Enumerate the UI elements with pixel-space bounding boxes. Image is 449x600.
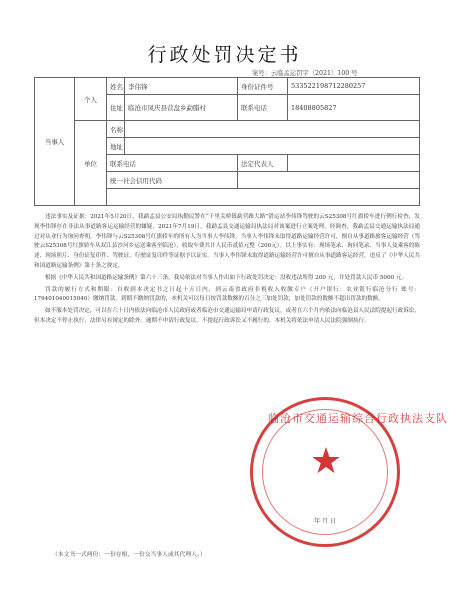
document-number: 案号：云临孟运罚字〔2021〕100 号 (252, 70, 358, 77)
credit-code-value (238, 172, 420, 189)
payment-paragraph: 罚款的履行方式和期限：自收到本决定书之日起十五日内，到云南省政府非税收入收缴专户（开户银行：农业银行临沧分行 账号：176401040015040）缴纳罚款。到期不缴纳罚款的，本机关可以每日按罚款数额的百分之三加处罚款，加处罚款的数额不超出罚款的数额。 (34, 286, 420, 303)
decision-paragraph: 根据《中华人民共和国道路运输条例》第六十三条，我局依法对当事人作出如下行政处罚决定：没收违法所得 200 元，并处罚款人民币 5000 元。 (45, 274, 408, 281)
legal-rep-label: 法定代表人 (238, 155, 288, 172)
phone-value: 18408805827 (288, 95, 420, 121)
unit-name-label: 名称 (107, 121, 125, 138)
phone-label: 联系电话 (238, 95, 288, 121)
name-label: 姓名 (107, 78, 125, 95)
individual-label: 个人 (75, 78, 107, 121)
address-value: 临沧市凤庆县营盘乡勐腊村 (125, 95, 238, 121)
document-title: 行政处罚决定书 (147, 44, 302, 66)
appeal-paragraph: 如不服本处罚决定，可以在六十日内依法向临沧市人民政府或者临沧市交通运输局申请行政复议，或者在六个月内依法向临沧县人民法院提起行政诉讼，但本决定不停止执行，法律另有规定的除外。逾期不申请行政复议，不提起行政诉讼又不履行的，本机关将依法申请人民法院强制执行。 (34, 308, 420, 324)
unit-spacer (107, 189, 420, 206)
address-label: 住址 (107, 95, 125, 121)
legal-rep-value (288, 155, 420, 172)
unit-address-value (125, 138, 420, 155)
parties-table (34, 77, 420, 206)
official-seal-text: 临沧市交通运输综合行政执法支队 (268, 412, 448, 425)
facts-paragraph: 违法事实及证据：2021年5月20日，我勐孟县公安局执勤民警在“千里关桥镇勐营路大路”错运站李伟锋驾驶的云S25308号红旗轿车进行例行检查，发现李伟锋存在非法从事道路客运运输经营的嫌疑，2021年7月19日，我勐孟县交通运输局执法局对该案进行立案处理，经调查，我勐孟县交通运输执法局通过对从业行为询问查明，李伟锋与云S25308号红旗轿车的所有人为当事人李伟锋。当事人李伟锋未取得道路运输经营许可，擅自从事道路旅客运输经营（驾驶云S25308号红旗轿车从双江县沙河乡运送乘客至临沧），收取车费共计人民币贰佰元整（200元）。以上事实有：现场笔录、询问笔录、当事人及乘客的陈述、现场照片、身份证复印件、驾驶证、行驶证复印件等证据予以证实。当事人李伟锋未取得道路运输经营许可擅自从事道路客运经营，违反了《中华人民共和国道路运输条例》第十条之规定。 (34, 214, 420, 269)
unit-phone-label: 联系电话 (107, 155, 238, 172)
unit-name-value (125, 121, 420, 138)
decision-date: 年 月 日 (314, 518, 336, 525)
name-value: 李伟锋 (125, 78, 238, 95)
party-label: 当事人 (35, 78, 75, 206)
id-value: 533522198712280257 (288, 78, 420, 95)
decision-body (34, 213, 420, 329)
id-label: 身份证件号 (238, 78, 288, 95)
seal-star-icon: ★ (309, 441, 343, 482)
footnote: （本文书一式两份：一份存根，一份交当事人或其代理人。） (52, 552, 206, 558)
unit-address-label: 地址 (107, 138, 125, 155)
credit-code-label: 统一社会信用代码 (107, 172, 238, 189)
unit-label: 单位 (75, 121, 107, 206)
